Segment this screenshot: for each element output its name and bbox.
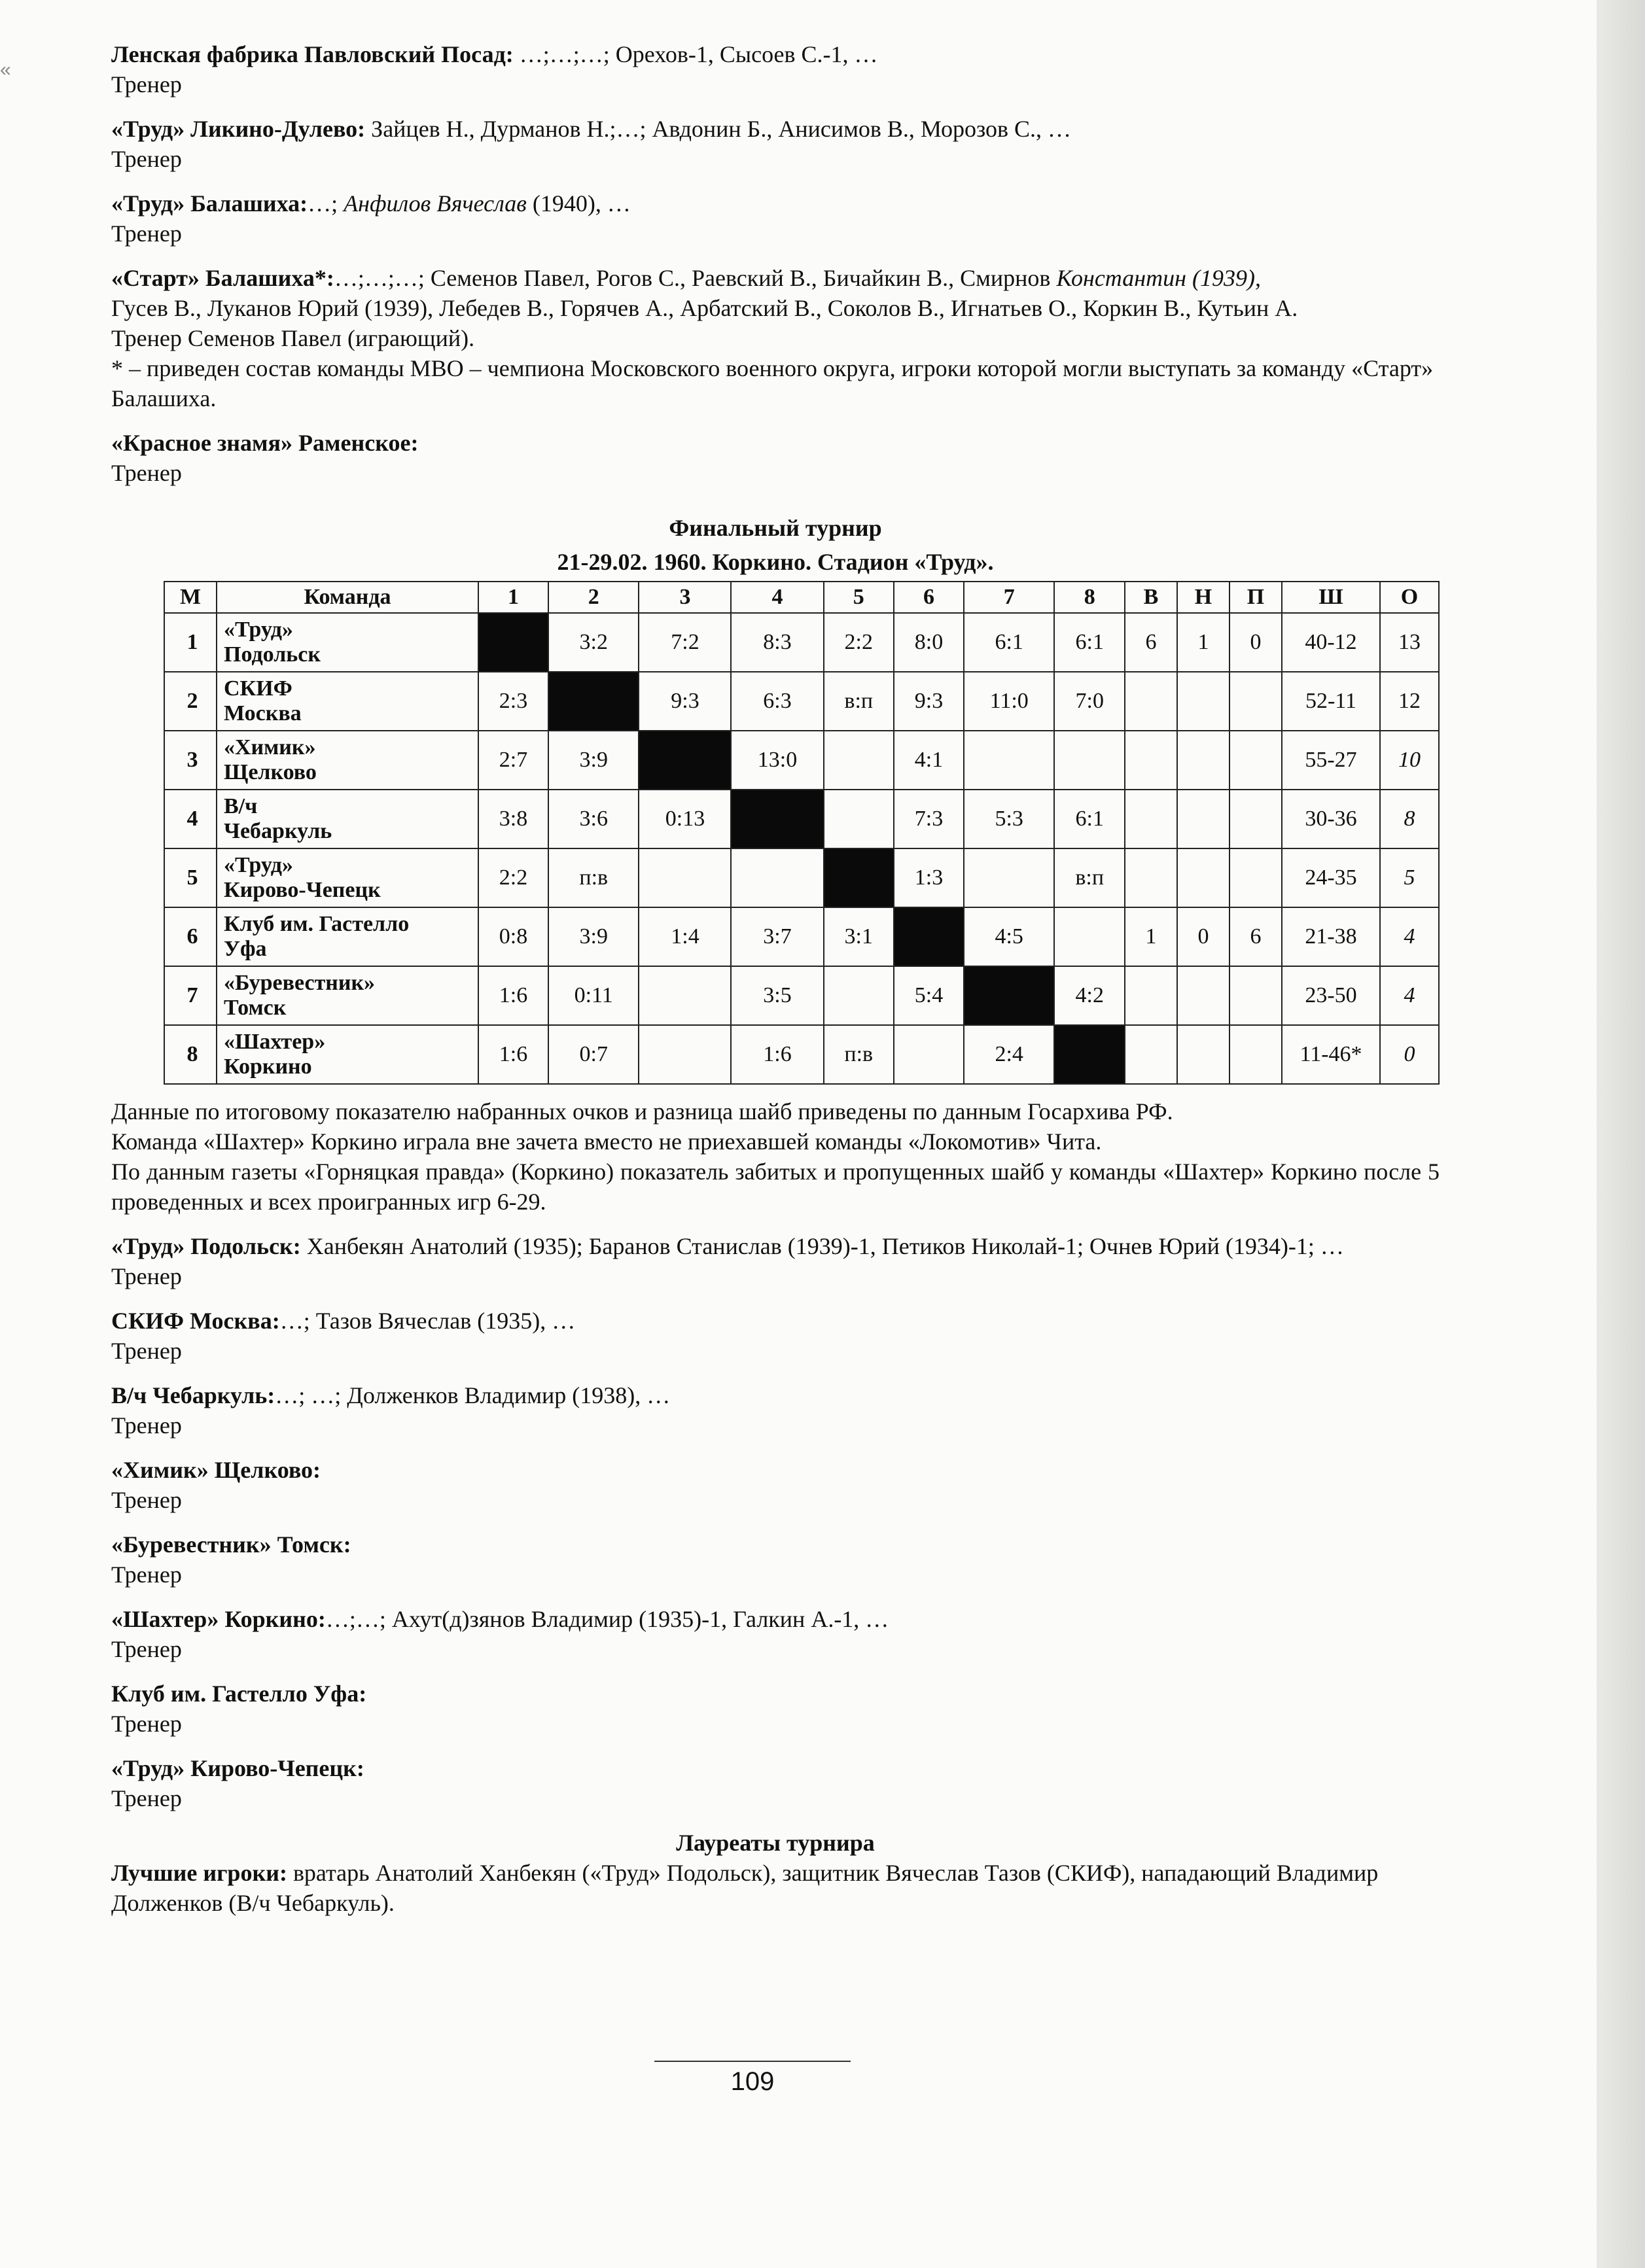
roster-text: …; …; Долженков Владимир (1938), … xyxy=(275,1382,671,1408)
table-cell xyxy=(1177,731,1229,790)
table-cell xyxy=(1229,731,1282,790)
table-cell: 6:1 xyxy=(1054,790,1125,848)
roster-text: Зайцев Н., Дурманов Н.;…; Авдонин Б., Анисимов В., Морозов С., … xyxy=(365,116,1072,142)
table-cell xyxy=(1125,731,1177,790)
team-name-line1: «Буревестник» xyxy=(224,971,376,995)
table-cell: 55-27 xyxy=(1282,731,1380,790)
team-name: Клуб им. Гастелло Уфа: xyxy=(111,1681,367,1707)
roster-text: …;…;…; Орехов-1, Сысоев С.-1, … xyxy=(519,41,878,67)
team-name-line1: «Шахтер» xyxy=(224,1030,326,1054)
table-cell: 1:4 xyxy=(639,907,731,966)
team-name-line2: Коркино xyxy=(224,1055,312,1079)
table-cell: п:в xyxy=(548,848,639,907)
coach-line: Тренер xyxy=(111,1263,182,1289)
note-line: Команда «Шахтер» Коркино играла вне зачета вместо не приехавшей команды «Локомотив» Чита. xyxy=(111,1128,1102,1155)
table-cell xyxy=(1229,848,1282,907)
table-cell: 2:4 xyxy=(964,1025,1054,1084)
team-cell xyxy=(217,613,478,672)
table-cell: в:п xyxy=(824,672,894,731)
coach-line: Тренер xyxy=(111,1636,182,1662)
team-entry xyxy=(111,1529,1440,1590)
team-cell xyxy=(217,790,478,848)
table-cell: 3:9 xyxy=(548,907,639,966)
column-header: 2 xyxy=(548,582,639,613)
team-name-line1: «Труд» xyxy=(224,618,293,642)
diagonal-cell xyxy=(894,907,964,966)
table-cell: 0 xyxy=(1380,1025,1439,1084)
table-cell: 8:0 xyxy=(894,613,964,672)
table-cell: 2:2 xyxy=(824,613,894,672)
table-notes xyxy=(111,1096,1440,1217)
table-cell: 5:4 xyxy=(894,966,964,1025)
table-cell: 8 xyxy=(1380,790,1439,848)
column-header: 6 xyxy=(894,582,964,613)
table-cell xyxy=(1177,790,1229,848)
team-entry xyxy=(111,428,1440,488)
diagonal-cell xyxy=(548,672,639,731)
table-cell xyxy=(824,790,894,848)
column-header: Н xyxy=(1177,582,1229,613)
page-content xyxy=(111,39,1440,1918)
table-cell: 5 xyxy=(164,848,217,907)
column-header: В xyxy=(1125,582,1177,613)
table-cell xyxy=(824,966,894,1025)
table-cell: 9:3 xyxy=(639,672,731,731)
section-subtitle: 21-29.02. 1960. Коркино. Стадион «Труд». xyxy=(557,549,994,575)
table-cell: 6 xyxy=(1229,907,1282,966)
table-row xyxy=(164,1025,1439,1084)
table-cell: 1:6 xyxy=(731,1025,823,1084)
table-cell xyxy=(1229,1025,1282,1084)
roster-line xyxy=(111,1455,1440,1485)
team-name-line2: Уфа xyxy=(224,937,267,961)
table-row xyxy=(164,966,1439,1025)
team-name: СКИФ Москва: xyxy=(111,1308,280,1334)
team-name: «Труд» Подольск: xyxy=(111,1233,301,1259)
coach-line: Тренер Семенов Павел (играющий). xyxy=(111,325,475,351)
table-cell xyxy=(1125,966,1177,1025)
team-name: «Труд» Кирово-Чепецк: xyxy=(111,1755,364,1781)
table-cell: 12 xyxy=(1380,672,1439,731)
table-cell xyxy=(1177,848,1229,907)
table-cell xyxy=(964,731,1054,790)
team-name: «Труд» Балашиха: xyxy=(111,190,308,217)
laureates-text xyxy=(111,1858,1440,1918)
table-cell xyxy=(639,966,731,1025)
table-cell xyxy=(1177,966,1229,1025)
team-name-line1: СКИФ xyxy=(224,676,292,701)
team-entry xyxy=(111,1231,1440,1291)
table-cell: 3:7 xyxy=(731,907,823,966)
table-cell: 3:8 xyxy=(478,790,548,848)
column-header: 8 xyxy=(1054,582,1125,613)
roster-line xyxy=(111,1306,1440,1336)
team-cell xyxy=(217,731,478,790)
table-cell: 3:6 xyxy=(548,790,639,848)
team-name: «Труд» Ликино-Дулево: xyxy=(111,116,366,142)
column-header: М xyxy=(164,582,217,613)
table-cell xyxy=(964,848,1054,907)
laureates-title: Лауреаты турнира xyxy=(676,1830,875,1856)
table-cell: 5 xyxy=(1380,848,1439,907)
roster-line xyxy=(111,114,1440,144)
table-cell: 3:2 xyxy=(548,613,639,672)
table-cell: 9:3 xyxy=(894,672,964,731)
table-cell xyxy=(824,731,894,790)
table-cell: 6:1 xyxy=(964,613,1054,672)
team-entry xyxy=(111,114,1440,174)
team-name: «Химик» Щелково: xyxy=(111,1457,321,1483)
roster-line-2: Гусев В., Луканов Юрий (1939), Лебедев В., Горячев А., Арбатский В., Соколов В., Игнатьев О., Коркин В., Кутьин А. xyxy=(111,295,1298,321)
table-row xyxy=(164,790,1439,848)
team-name-line1: «Химик» xyxy=(224,735,316,759)
team-entry-start xyxy=(111,263,1440,413)
table-cell xyxy=(1177,672,1229,731)
roster-line xyxy=(111,1231,1440,1261)
table-cell: 24-35 xyxy=(1282,848,1380,907)
table-cell xyxy=(731,848,823,907)
table-cell: 4 xyxy=(1380,966,1439,1025)
diagonal-cell xyxy=(731,790,823,848)
note-line: Данные по итоговому показателю набранных очков и разница шайб приведены по данным Госархива РФ. xyxy=(111,1098,1173,1125)
table-cell: 0:8 xyxy=(478,907,548,966)
coach-line: Тренер xyxy=(111,460,182,486)
table-cell: 0:7 xyxy=(548,1025,639,1084)
table-cell: 0 xyxy=(1177,907,1229,966)
table-cell: 1:3 xyxy=(894,848,964,907)
table-row xyxy=(164,848,1439,907)
table-row xyxy=(164,613,1439,672)
table-cell: 13:0 xyxy=(731,731,823,790)
column-header: О xyxy=(1380,582,1439,613)
team-entry xyxy=(111,39,1440,99)
diagonal-cell xyxy=(824,848,894,907)
column-header: 4 xyxy=(731,582,823,613)
table-cell: 8 xyxy=(164,1025,217,1084)
roster-text: …;…; Ахут(д)зянов Владимир (1935)-1, Галкин А.-1, … xyxy=(325,1606,889,1632)
table-cell: 6:3 xyxy=(731,672,823,731)
roster-text: …;…;…; Семенов Павел, Рогов С., Раевский В., Бичайкин В., Смирнов xyxy=(334,265,1057,291)
results-body xyxy=(164,613,1439,1084)
team-name-line1: В/ч xyxy=(224,794,258,818)
table-cell: 7:3 xyxy=(894,790,964,848)
coach-line: Тренер xyxy=(111,1561,182,1588)
team-name-line2: Томск xyxy=(224,996,287,1020)
table-cell: 2:2 xyxy=(478,848,548,907)
table-cell: 0:13 xyxy=(639,790,731,848)
section-title: Финальный турнир xyxy=(669,515,882,541)
table-cell: 1 xyxy=(164,613,217,672)
table-cell: 4:1 xyxy=(894,731,964,790)
results-table xyxy=(164,581,1440,1085)
roster-italic-name: Анфилов Вячеслав xyxy=(344,190,527,217)
laureates-body: вратарь Анатолий Ханбекян («Труд» Подольск), защитник Вячеслав Тазов (СКИФ), нападающий Владимир Долженков (В/ч Чебаркуль). xyxy=(111,1860,1379,1916)
table-cell: 1:6 xyxy=(478,1025,548,1084)
roster-italic-name: Константин (1939), xyxy=(1056,265,1261,291)
team-entry xyxy=(111,1380,1440,1440)
table-cell xyxy=(894,1025,964,1084)
column-header: 1 xyxy=(478,582,548,613)
team-cell xyxy=(217,1025,478,1084)
coach-line: Тренер xyxy=(111,1338,182,1364)
margin-bleed-glyph: « xyxy=(0,59,11,80)
table-cell: 30-36 xyxy=(1282,790,1380,848)
roster-line xyxy=(111,1380,1440,1410)
diagonal-cell xyxy=(639,731,731,790)
team-name: «Красное знамя» Раменское: xyxy=(111,430,419,456)
table-cell: 0 xyxy=(1229,613,1282,672)
team-name-line2: Москва xyxy=(224,701,302,725)
table-cell: 6 xyxy=(164,907,217,966)
table-cell: 7:2 xyxy=(639,613,731,672)
team-cell xyxy=(217,966,478,1025)
table-cell: 11-46* xyxy=(1282,1025,1380,1084)
bottom-entries xyxy=(111,1231,1440,1813)
team-name-line1: Клуб им. Гастелло xyxy=(224,912,410,936)
team-name-line2: Чебаркуль xyxy=(224,819,332,843)
book-gutter-edge xyxy=(1597,0,1645,2268)
table-cell: п:в xyxy=(824,1025,894,1084)
table-cell xyxy=(1125,790,1177,848)
footer-rule xyxy=(654,2061,851,2062)
table-cell xyxy=(1229,790,1282,848)
coach-line: Тренер xyxy=(111,1412,182,1439)
note-line: По данным газеты «Горняцкая правда» (Коркино) показатель забитых и пропущенных шайб у команды «Шахтер» Коркино после 5 проведенных и всех проигранных игр 6-29. xyxy=(111,1159,1440,1215)
team-entry xyxy=(111,1604,1440,1664)
team-name-line2: Кирово-Чепецк xyxy=(224,878,381,902)
table-cell: 13 xyxy=(1380,613,1439,672)
roster-text-after: (1940), … xyxy=(526,190,631,217)
team-name-line2: Щелково xyxy=(224,760,317,784)
table-cell: 1 xyxy=(1125,907,1177,966)
table-cell: 8:3 xyxy=(731,613,823,672)
team-entry xyxy=(111,1455,1440,1515)
table-cell: 0:11 xyxy=(548,966,639,1025)
roster-line xyxy=(111,188,1440,218)
team-name: «Старт» Балашиха*: xyxy=(111,265,334,291)
table-cell: 3:9 xyxy=(548,731,639,790)
diagonal-cell xyxy=(964,966,1054,1025)
team-entry xyxy=(111,188,1440,249)
roster-line xyxy=(111,1529,1440,1560)
team-cell xyxy=(217,907,478,966)
table-cell: 3:1 xyxy=(824,907,894,966)
column-header: Команда xyxy=(217,582,478,613)
team-name: «Буревестник» Томск: xyxy=(111,1531,351,1558)
table-cell: 21-38 xyxy=(1282,907,1380,966)
table-cell xyxy=(639,1025,731,1084)
laureates-label: Лучшие игроки: xyxy=(111,1860,287,1886)
table-row xyxy=(164,907,1439,966)
table-cell: 10 xyxy=(1380,731,1439,790)
coach-line: Тренер xyxy=(111,71,182,97)
page-number: 109 xyxy=(730,2067,775,2096)
table-cell: 52-11 xyxy=(1282,672,1380,731)
table-cell xyxy=(1125,672,1177,731)
table-cell: в:п xyxy=(1054,848,1125,907)
roster-line xyxy=(111,1753,1440,1783)
table-row xyxy=(164,731,1439,790)
roster-line xyxy=(111,1604,1440,1634)
team-entry xyxy=(111,1753,1440,1813)
table-cell: 7:0 xyxy=(1054,672,1125,731)
table-cell: 11:0 xyxy=(964,672,1054,731)
table-cell: 4:5 xyxy=(964,907,1054,966)
table-cell xyxy=(1054,731,1125,790)
table-row xyxy=(164,672,1439,731)
table-cell: 2:7 xyxy=(478,731,548,790)
coach-line: Тренер xyxy=(111,1487,182,1513)
roster-text: Ханбекян Анатолий (1935); Баранов Станислав (1939)-1, Петиков Николай-1; Очнев Юрий (1934)-1; … xyxy=(300,1233,1344,1259)
table-cell xyxy=(1177,1025,1229,1084)
table-cell: 1 xyxy=(1177,613,1229,672)
table-cell xyxy=(1229,672,1282,731)
table-cell: 2:3 xyxy=(478,672,548,731)
roster-line xyxy=(111,39,1440,69)
table-header-row xyxy=(164,582,1439,613)
team-entry xyxy=(111,1306,1440,1366)
column-header: П xyxy=(1229,582,1282,613)
coach-line: Тренер xyxy=(111,1711,182,1737)
coach-line: Тренер xyxy=(111,1785,182,1811)
team-name: «Шахтер» Коркино: xyxy=(111,1606,326,1632)
table-cell: 3 xyxy=(164,731,217,790)
table-cell: 1:6 xyxy=(478,966,548,1025)
diagonal-cell xyxy=(478,613,548,672)
team-entry xyxy=(111,1679,1440,1739)
column-header: 7 xyxy=(964,582,1054,613)
table-cell xyxy=(1125,1025,1177,1084)
table-cell xyxy=(1054,907,1125,966)
table-cell xyxy=(1229,966,1282,1025)
roster-text: …; Тазов Вячеслав (1935), … xyxy=(279,1308,576,1334)
table-cell: 4 xyxy=(164,790,217,848)
table-cell: 23-50 xyxy=(1282,966,1380,1025)
table-cell: 2 xyxy=(164,672,217,731)
roster-line xyxy=(111,1679,1440,1709)
team-name-line1: «Труд» xyxy=(224,853,293,877)
team-name: Ленская фабрика Павловский Посад: xyxy=(111,41,514,67)
table-cell: 6 xyxy=(1125,613,1177,672)
table-cell: 4 xyxy=(1380,907,1439,966)
table-cell: 4:2 xyxy=(1054,966,1125,1025)
column-header: Ш xyxy=(1282,582,1380,613)
coach-line: Тренер xyxy=(111,220,182,247)
coach-line: Тренер xyxy=(111,146,182,172)
footnote: * – приведен состав команды МВО – чемпиона Московского военного округа, игроки которой могли выступать за команду «Старт» Балашиха. xyxy=(111,355,1434,411)
team-cell xyxy=(217,672,478,731)
table-cell: 5:3 xyxy=(964,790,1054,848)
table-cell: 40-12 xyxy=(1282,613,1380,672)
table-cell xyxy=(1125,848,1177,907)
column-header: 3 xyxy=(639,582,731,613)
roster-line xyxy=(111,263,1440,293)
table-cell: 7 xyxy=(164,966,217,1025)
table-cell: 6:1 xyxy=(1054,613,1125,672)
table-cell: 3:5 xyxy=(731,966,823,1025)
team-name-line2: Подольск xyxy=(224,642,321,667)
team-name: В/ч Чебаркуль: xyxy=(111,1382,275,1408)
team-cell xyxy=(217,848,478,907)
diagonal-cell xyxy=(1054,1025,1125,1084)
column-header: 5 xyxy=(824,582,894,613)
roster-text: …; xyxy=(308,190,344,217)
table-cell xyxy=(639,848,731,907)
